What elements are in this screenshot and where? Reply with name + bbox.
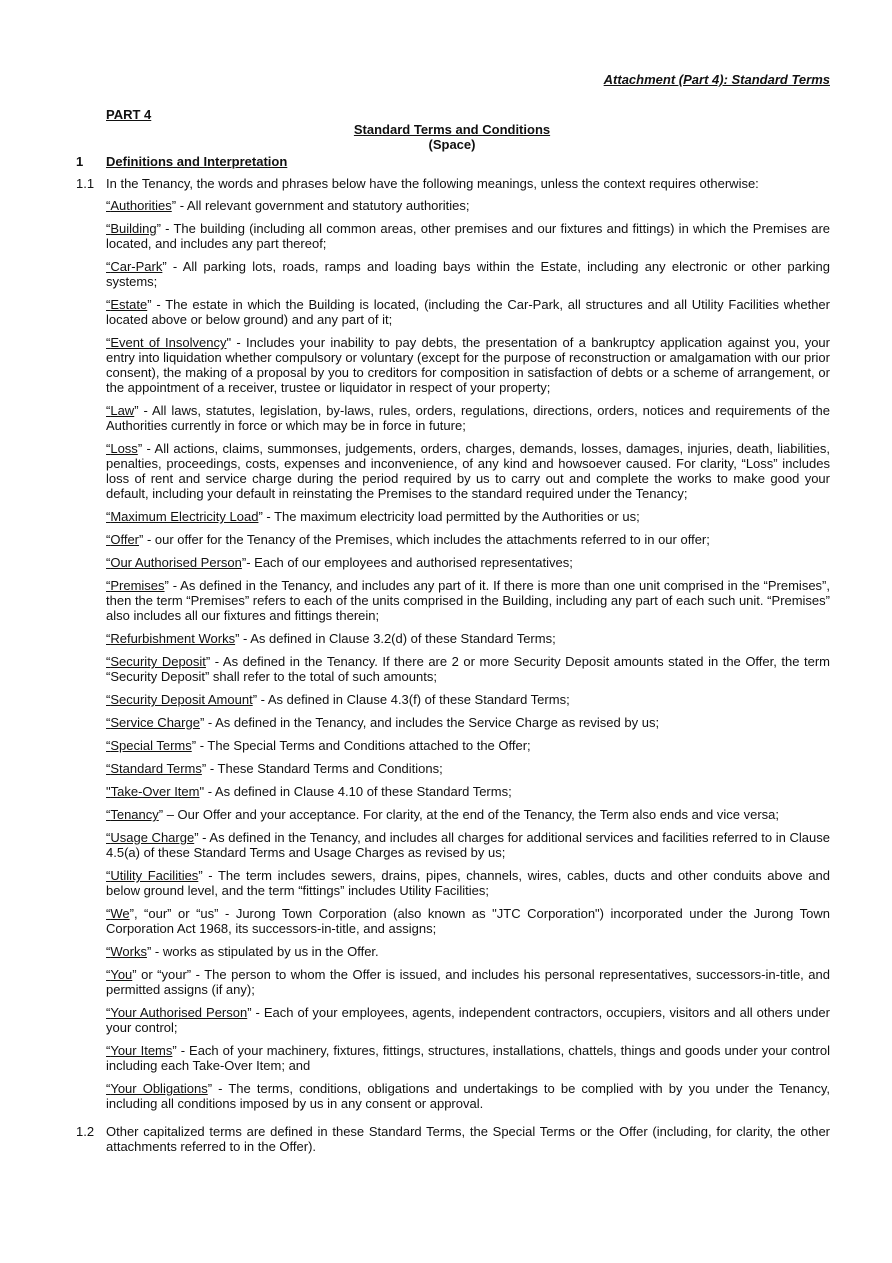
definition-term [106, 555, 242, 570]
definition-term [106, 967, 132, 982]
definition-term-text: Special Terms [110, 738, 192, 753]
definition-term [106, 738, 192, 753]
definition-item [106, 807, 830, 822]
definition-term-text: Maximum Electricity Load [110, 509, 259, 524]
document-title-block [0, 122, 892, 152]
definition-item [106, 578, 830, 623]
definition-term [106, 944, 147, 959]
definition-body: ” - All actions, claims, summonses, judgements, orders, charges, demands, losses, damages, injuries, death, liabilities, penalties, proceedings, costs, expenses and inconvenience, of any kind and howsoever caused. For clarity, “Loss” includes loss of rent and service charge during the period required by us to carry out and complete the works to make good your default, including your default in reinstating the Premises to the standard required under the Tenancy; [106, 441, 830, 501]
definition-open-quote: “ [106, 1043, 111, 1058]
definition-open-quote: “ [106, 830, 111, 845]
definition-term-text: Refurbishment Works [110, 631, 236, 646]
definition-term-text: Your Obligations [110, 1081, 208, 1096]
definition-open-quote: “ [106, 738, 111, 753]
definition-open-quote: “ [106, 403, 111, 418]
definition-term-text: Event of Insolvency [110, 335, 227, 350]
definition-item [106, 1043, 830, 1073]
definition-open-quote: “ [106, 654, 111, 669]
definition-term [106, 830, 194, 845]
definition-body: ” - Each of your machinery, fixtures, fittings, structures, installations, chattels, things and goods under your control including each Take-Over Item; and [106, 1043, 830, 1073]
definition-term [106, 715, 200, 730]
definition-body: ” - The maximum electricity load permitted by the Authorities or us; [258, 509, 640, 524]
definition-term-text: Utility Facilities [110, 868, 199, 883]
definition-term-text: Take-Over Item [110, 784, 200, 799]
definition-item [106, 1005, 830, 1035]
definition-body: ” - These Standard Terms and Conditions; [201, 761, 443, 776]
definition-body: " - As defined in Clause 4.10 of these Standard Terms; [199, 784, 512, 799]
definition-term-text: Service Charge [110, 715, 200, 730]
definition-term [106, 654, 206, 669]
section-number: 1 [76, 154, 84, 169]
part-label: PART 4 [106, 107, 152, 122]
definition-item [106, 631, 830, 646]
definition-open-quote: “ [106, 259, 111, 274]
definition-term [106, 906, 130, 921]
definition-item [106, 761, 830, 776]
definition-body: ” - our offer for the Tenancy of the Premises, which includes the attachments referred to in our offer; [139, 532, 710, 547]
definition-term [106, 297, 147, 312]
definition-item [106, 715, 830, 730]
definition-item [106, 441, 830, 501]
definition-open-quote: “ [106, 868, 111, 883]
definition-term [106, 1081, 208, 1096]
definition-item [106, 198, 830, 213]
definition-item [106, 967, 830, 997]
definition-item [106, 654, 830, 684]
definition-body: ” - The term includes sewers, drains, pipes, channels, wires, cables, ducts and other conduits above and below ground level, and the term “fittings” includes Utility Facilities; [106, 868, 830, 898]
definition-term [106, 532, 139, 547]
definition-open-quote: “ [106, 807, 111, 822]
definition-body: ”, “our” or “us” - Jurong Town Corporation (also known as "JTC Corporation") incorporated under the Jurong Town Corporation Act 1968, its successors-in-title, and assigns; [106, 906, 830, 936]
definition-term [106, 198, 172, 213]
definition-term [106, 692, 253, 707]
definition-term [106, 1043, 172, 1058]
definition-open-quote: “ [106, 1005, 111, 1020]
definition-open-quote: “ [106, 198, 111, 213]
definition-term-text: Your Items [110, 1043, 173, 1058]
definition-body: ” - Each of your employees, agents, independent contractors, occupiers, visitors and all others under your control; [106, 1005, 830, 1035]
definition-body: ” - The terms, conditions, obligations and undertakings to be complied with by you under the Tenancy, including all conditions imposed by us in any consent or approval. [106, 1081, 830, 1111]
definition-open-quote: “ [106, 335, 111, 350]
definition-open-quote: “ [106, 967, 111, 982]
definition-item [106, 784, 830, 799]
definition-open-quote: “ [106, 297, 111, 312]
definition-term-text: Our Authorised Person [110, 555, 242, 570]
clause-1-1-text: In the Tenancy, the words and phrases below have the following meanings, unless the context requires otherwise: [106, 176, 759, 191]
definition-item [106, 509, 830, 524]
definition-body: ” or “your” - The person to whom the Offer is issued, and includes his personal representatives, successors-in-title, and permitted assigns (if any); [106, 967, 830, 997]
document-subtitle: (Space) [428, 137, 476, 152]
definition-body: ” - All laws, statutes, legislation, by-laws, rules, orders, regulations, directions, orders, notices and requirements of the Authorities currently in force or which may be in force in future; [106, 403, 830, 433]
definition-term-text: Loss [110, 441, 138, 456]
definition-term-text: Premises [110, 578, 165, 593]
definition-open-quote: “ [106, 906, 111, 921]
definition-term-text: Law [110, 403, 135, 418]
definition-body: ” - As defined in Clause 3.2(d) of these Standard Terms; [235, 631, 556, 646]
definition-open-quote: “ [106, 692, 111, 707]
definition-item [106, 297, 830, 327]
definition-item [106, 738, 830, 753]
definition-term [106, 868, 198, 883]
definition-term-text: Car-Park [110, 259, 163, 274]
definition-body: ” – Our Offer and your acceptance. For clarity, at the end of the Tenancy, the Term also ends and vice versa; [158, 807, 780, 822]
document-title: Standard Terms and Conditions [353, 122, 551, 137]
definition-item [106, 830, 830, 860]
definition-open-quote: “ [106, 944, 111, 959]
definition-body: ” - The building (including all common areas, other premises and our fixtures and fittings) in which the Premises are located, and includes any part thereof; [106, 221, 830, 251]
definition-open-quote: “ [106, 1081, 111, 1096]
definition-term [106, 509, 258, 524]
definition-term [106, 441, 138, 456]
definition-open-quote: “ [106, 532, 111, 547]
definition-open-quote: “ [106, 555, 111, 570]
definition-item [106, 692, 830, 707]
definition-body: ” - As defined in Clause 4.3(f) of these Standard Terms; [252, 692, 570, 707]
definition-body: ” - All parking lots, roads, ramps and loading bays within the Estate, including any electronic or other parking systems; [106, 259, 830, 289]
definition-term-text: Security Deposit Amount [110, 692, 253, 707]
definitions-list [106, 198, 830, 1119]
definition-item [106, 259, 830, 289]
definition-open-quote: “ [106, 221, 111, 236]
definition-item [106, 944, 830, 959]
definition-body: ” - As defined in the Tenancy. If there are 2 or more Security Deposit amounts stated in the Offer, the term “Security Deposit” shall refer to the total of such amounts; [106, 654, 831, 684]
definition-open-quote: “ [106, 631, 111, 646]
definition-body: ” - works as stipulated by us in the Offer. [146, 944, 379, 959]
clause-1-2-text: Other capitalized terms are defined in these Standard Terms, the Special Terms or the Offer (including, for clarity, the other attachments referred to in the Offer). [106, 1124, 830, 1154]
definition-open-quote: “ [106, 715, 111, 730]
definition-term-text: Tenancy [110, 807, 159, 822]
definition-body: ” - As defined in the Tenancy, and includes the Service Charge as revised by us; [199, 715, 660, 730]
definition-term [106, 335, 226, 350]
definition-term-text: Building [110, 221, 157, 236]
definition-term-text: Estate [110, 297, 148, 312]
definition-term-text: You [110, 967, 133, 982]
definition-term-text: Security Deposit [110, 654, 206, 669]
definition-item [106, 906, 830, 936]
definition-body: ” - The Special Terms and Conditions attached to the Offer; [191, 738, 531, 753]
definition-item [106, 555, 830, 570]
definition-body: ” - As defined in the Tenancy, and includes any part of it. If there is more than one unit comprised in the “Premises”, then the term “Premises” refers to each of the units comprised in the Building, including any part of each such unit. “Premises” also includes all our fixtures and fittings therein; [106, 578, 830, 623]
definition-open-quote: “ [106, 509, 111, 524]
definition-item [106, 403, 830, 433]
definition-term [106, 784, 199, 799]
definition-item [106, 532, 830, 547]
definition-item [106, 221, 830, 251]
definition-body: ” - The estate in which the Building is located, (including the Car-Park, all structures and all Utility Facilities whether located above or below ground) and any part of it; [106, 297, 830, 327]
definition-term-text: Your Authorised Person [110, 1005, 248, 1020]
definition-term [106, 578, 165, 593]
definition-term-text: We [110, 906, 130, 921]
definition-body: ”- Each of our employees and authorised representatives; [241, 555, 573, 570]
definition-term [106, 403, 134, 418]
definition-term [106, 631, 235, 646]
definition-open-quote: " [106, 784, 111, 799]
definition-term-text: Offer [110, 532, 140, 547]
definition-term-text: Works [110, 944, 147, 959]
clause-1-2-number: 1.2 [76, 1124, 95, 1139]
definition-term-text: Usage Charge [110, 830, 195, 845]
definition-body: " - Includes your inability to pay debts, the presentation of a bankruptcy application against you, your entry into liquidation whether compulsory or voluntary (except for the purpose of reconstruction or amalgamation with our prior consent), the making of a proposal by you to creditors for composition in satisfaction of debts or a scheme of arrangement, or the appointment of a receiver, trustee or liquidator in respect of your property; [106, 335, 830, 395]
definition-item [106, 335, 830, 395]
definition-term-text: Standard Terms [110, 761, 202, 776]
definition-item [106, 1081, 830, 1111]
section-title: Definitions and Interpretation [106, 154, 288, 169]
definition-item [106, 868, 830, 898]
definition-term [106, 761, 202, 776]
definition-body: ” - As defined in the Tenancy, and includes all charges for additional services and facilities referred to in Clause 4.5(a) of these Standard Terms and Usage Charges as revised by us; [106, 830, 830, 860]
page-header: Attachment (Part 4): Standard Terms [603, 72, 830, 87]
definition-term [106, 259, 162, 274]
definition-open-quote: “ [106, 441, 111, 456]
definition-body: ” - All relevant government and statutory authorities; [171, 198, 470, 213]
definition-term [106, 807, 159, 822]
definition-term [106, 1005, 247, 1020]
clause-1-1-number: 1.1 [76, 176, 95, 191]
definition-open-quote: “ [106, 761, 111, 776]
definition-open-quote: “ [106, 578, 111, 593]
definition-term-text: Authorities [110, 198, 172, 213]
definition-term [106, 221, 157, 236]
